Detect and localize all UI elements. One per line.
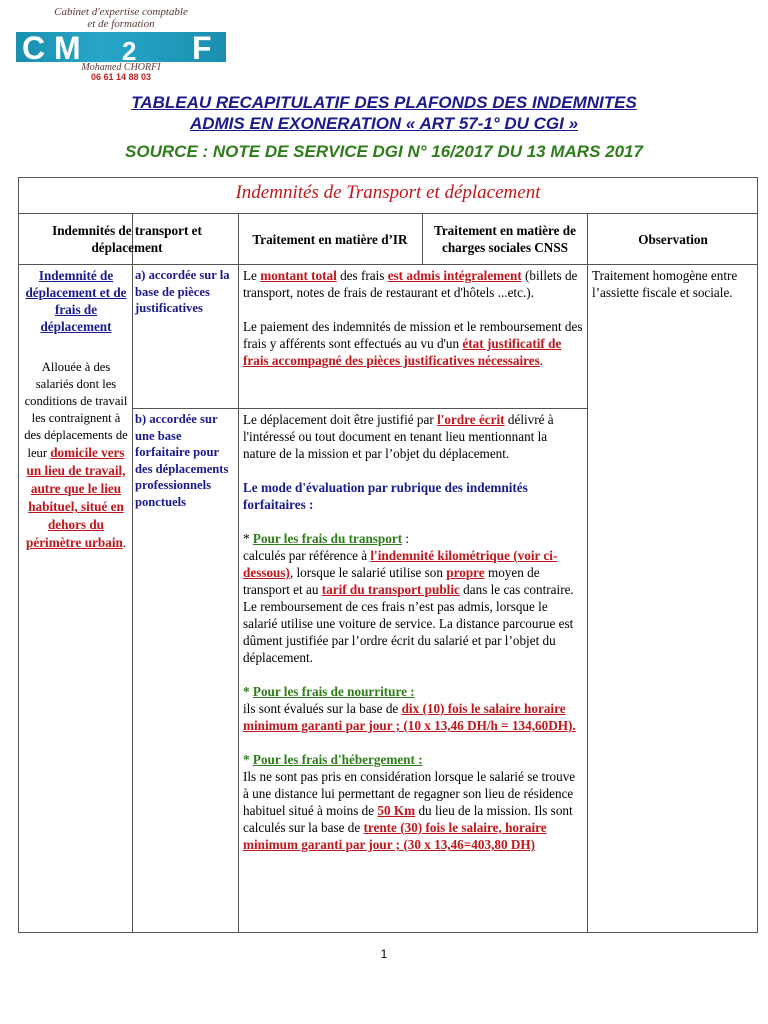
transport-title: Pour les frais du transport <box>252 531 403 546</box>
row-a-label: a) accordée sur la base de pièces justificatives <box>135 268 230 315</box>
logo-name: Mohamed CHORFI <box>81 62 161 73</box>
observation-text: Traitement homogène entre l’assiette fiscale et sociale. <box>592 268 738 300</box>
document-source: SOURCE : NOTE DE SERVICE DGI N° 16/2017 DU 13 MARS 2017 <box>125 142 643 161</box>
food-section <box>243 683 583 734</box>
text-run: . <box>539 353 544 368</box>
row-b-label: b) accordée sur une base forfaitaire pour des déplacements professionnels ponctuels <box>135 412 229 509</box>
document-title-line-2: ADMIS EN EXONERATION « ART 57-1° DU CGI » <box>189 114 579 133</box>
indemnities-table <box>18 177 758 933</box>
logo-band <box>16 30 226 66</box>
indemnity-title: Indemnité de déplacement et de frais de déplacement <box>25 268 127 334</box>
highlight-run: dix (10) fois le salaire horaire minimum garanti par jour ; (10 x 13,46 DH/h = 134,60DH). <box>243 701 576 733</box>
highlight-run: l'ordre écrit <box>437 412 505 427</box>
highlight-run: propre <box>446 565 485 580</box>
bullet-star: * <box>243 752 253 767</box>
highlight-run: état justificatif de frais accompagné des pièces justificatives nécessaires <box>243 336 562 368</box>
text-run: Le paiement des indemnités de mission et le remboursement des frais y afférents sont effectués au vu d'un <box>243 319 583 351</box>
company-logo <box>16 4 226 84</box>
row-b-ir-treatment <box>243 411 583 853</box>
text-run: Le <box>243 268 261 283</box>
text-run: dans le cas contraire. Le remboursement de ces frais n’est pas admis, lorsque le salarié utilise une voiture de service. La distance parcourue est dûment justifiée par l’ordre écrit du salarié et par l’objet du déplacement. <box>243 582 574 665</box>
text-run: , lorsque le salarié utilise son <box>289 565 447 580</box>
indemnity-description <box>23 359 129 552</box>
indemnity-desc-highlight: domicile vers un lieu de travail, autre que le lieu habituel, situé en dehors du périmètre urbain <box>26 445 126 550</box>
indemnity-desc-text: Allouée à des salariés dont les conditions de travail les contraignent à des déplacements de leur <box>24 360 128 460</box>
row-b-label-cell <box>135 411 235 510</box>
text-run: moyen de transport et au <box>243 565 540 597</box>
row-a-label-cell <box>135 267 235 317</box>
table-rule <box>238 213 239 933</box>
highlight-run: 50 Km <box>377 803 416 818</box>
observation-cell <box>592 267 754 301</box>
text-run: Ils ne sont pas pris en considération lorsque le salarié se trouve à une distance lui permettant de regagner son lieu de résidence habituel situé à moins de <box>243 769 576 818</box>
row-a-paragraph-1 <box>243 267 583 301</box>
indemnity-title-cell <box>25 267 127 335</box>
table-rule <box>587 213 588 933</box>
logo-letter-c: C <box>22 30 46 66</box>
section-title: Indemnités de Transport et déplacement <box>235 182 541 203</box>
logo-letter-f: F <box>192 30 212 66</box>
header-observation: Observation <box>638 231 708 247</box>
lodging-title: Pour les frais d'hébergement : <box>252 752 423 767</box>
text-run: : <box>402 531 410 546</box>
logo-tagline-1: Cabinet d'expertise comptable <box>54 6 188 18</box>
page-number: 1 <box>380 947 388 961</box>
table-rule <box>19 264 757 265</box>
text-run: du lieu de la mission. Ils sont calculés sur la base de <box>243 803 573 835</box>
text-run: (billets de transport, notes de frais de restaurant et d'hôtels ...etc.). <box>243 268 578 300</box>
logo-phone: 06 61 14 88 03 <box>90 72 152 82</box>
text-run: Le déplacement doit être justifié par <box>243 412 438 427</box>
bullet-star: * <box>243 684 253 699</box>
row-a-paragraph-2 <box>243 318 583 369</box>
table-rule <box>132 408 588 409</box>
document-title-line-1: TABLEAU RECAPITULATIF DES PLAFONDS DES INDEMNITES <box>131 93 637 112</box>
transport-section <box>243 530 583 666</box>
mode-evaluation-title: Le mode d'évaluation par rubrique des indemnités forfaitaires : <box>243 480 528 512</box>
highlight-run: est admis intégralement <box>387 268 522 283</box>
food-title: Pour les frais de nourriture : <box>252 684 415 699</box>
row-a-ir-treatment <box>243 267 583 369</box>
highlight-run: trente (30) fois le salaire, horaire minimum garanti par jour ; (30 x 13,46=403,80 DH) <box>243 820 547 852</box>
text-run: calculés par référence à <box>243 548 371 563</box>
highlight-run: tarif du transport public <box>321 582 460 597</box>
text-run: ils sont évalués sur la base de <box>243 701 402 716</box>
highlight-run: montant total <box>260 268 337 283</box>
text-run: des frais <box>336 268 388 283</box>
table-rule <box>422 213 423 264</box>
header-indemnities: Indemnités de transport et déplacement <box>52 223 202 255</box>
indemnity-desc-end: . <box>122 536 126 550</box>
logo-letter-m: M <box>54 30 81 66</box>
lodging-section <box>243 751 583 853</box>
header-ir: Traitement en matière d’IR <box>252 231 408 247</box>
text-run: délivré à l'intéressé ou tout document en tenant lieu mentionnant la nature de la mission et par l’objet du déplacement. <box>243 412 554 461</box>
bullet-star: * <box>243 531 253 546</box>
row-b-paragraph-1 <box>243 411 583 462</box>
header-cnss: Traitement en matière de charges sociales CNSS <box>434 223 576 255</box>
logo-letter-2: 2 <box>122 36 137 66</box>
logo-tagline-2: et de formation <box>87 18 155 30</box>
table-rule <box>132 213 133 933</box>
highlight-run: l'indemnité kilométrique (voir ci-dessous) <box>243 548 558 580</box>
